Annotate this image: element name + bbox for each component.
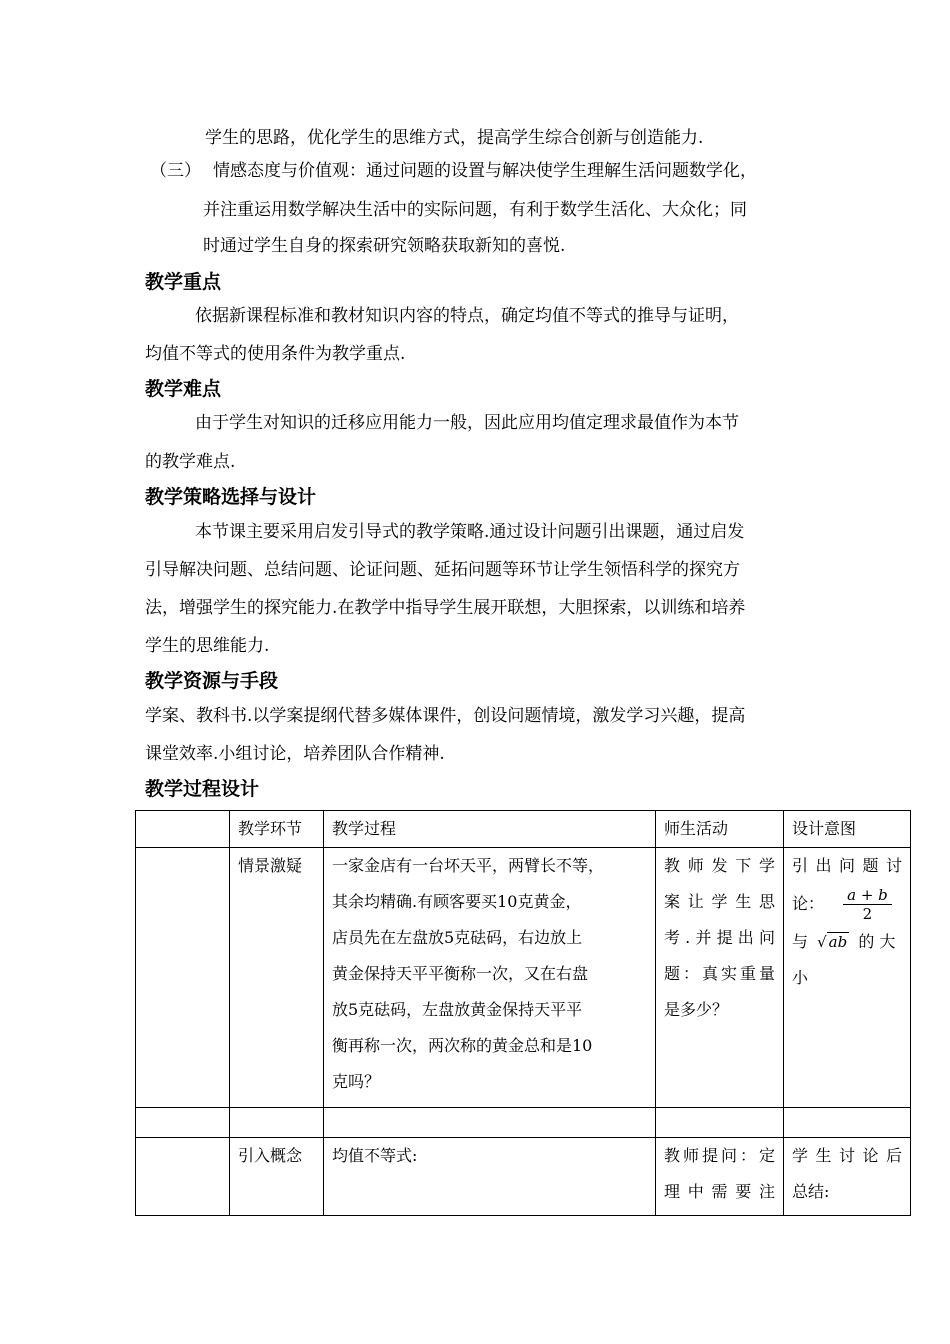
row1-process [324, 848, 656, 1108]
table-row-empty [136, 1108, 911, 1138]
difficulties-heading: 教学难点 [145, 378, 222, 400]
table-cell-empty [784, 1108, 911, 1138]
row1-intent [784, 848, 911, 1108]
fraction-a-plus-b-over-2 [843, 886, 892, 923]
row2-intent [784, 1138, 911, 1216]
row1-activity-line: 教师发下学 [664, 856, 775, 875]
sqrt-radicand: ab [828, 933, 848, 951]
row1-activity-line: 考.并提出问 [664, 928, 775, 947]
row2-intent-line: 总结: [792, 1182, 830, 1201]
table-cell-empty [656, 1108, 784, 1138]
table-cell-empty [136, 811, 230, 848]
fraction-denominator: 2 [862, 905, 873, 923]
row2-activity [656, 1138, 784, 1216]
row1-intent-and: 与 [792, 932, 809, 951]
strategy-line-1: 本节课主要采用启发引导式的教学策略.通过设计问题引出课题，通过启发 [195, 522, 745, 542]
strategy-line-4: 学生的思维能力. [145, 636, 270, 656]
difficulties-line-2: 的教学难点. [145, 452, 236, 472]
row2-intent-line: 学生讨论后 [792, 1146, 902, 1165]
difficulties-line-1: 由于学生对知识的迁移应用能力一般，因此应用均值定理求最值作为本节 [195, 413, 739, 433]
goals-line-1: 学生的思路，优化学生的思维方式，提高学生综合创新与创造能力. [205, 128, 704, 148]
row1-intent-line: 引出问题讨 [792, 856, 902, 875]
key-points-line-1: 依据新课程标准和教材知识内容的特点，确定均值不等式的推导与证明， [195, 306, 739, 326]
row1-process-line: 黄金保持天平平衡称一次，又在右盘 [332, 964, 589, 983]
header-activity: 师生活动 [656, 811, 784, 848]
strategy-line-3: 法，增强学生的探究能力.在教学中指导学生展开联想，大胆探索，以训练和培养 [145, 598, 746, 618]
row1-intent-line: 小 [792, 968, 809, 987]
goals-item3-line-2: 并注重运用数学解决生活中的实际问题，有利于数学生活化、大众化；同 [203, 200, 747, 220]
table-cell-empty [324, 1108, 656, 1138]
strategy-heading: 教学策略选择与设计 [145, 486, 317, 508]
strategy-line-2: 引导解决问题、总结问题、论证问题、延拓问题等环节让学生领悟科学的探究方 [145, 560, 740, 580]
row1-intent-formula-line [792, 884, 902, 924]
table-header-row [136, 811, 911, 848]
row1-process-line: 放5克砝码，左盘放黄金保持天平平 [332, 1000, 583, 1019]
goals-item3-marker: （三） [150, 161, 201, 181]
fraction-numerator: a + b [843, 886, 892, 905]
header-intent: 设计意图 [784, 811, 911, 848]
row1-process-line: 一家金店有一台坏天平，两臂长不等， [332, 856, 605, 875]
header-stage: 教学环节 [230, 811, 324, 848]
row1-process-line: 克吗？ [332, 1072, 381, 1091]
table-cell-empty [230, 1108, 324, 1138]
resources-line-2: 课堂效率.小组讨论，培养团队合作精神. [145, 744, 445, 764]
resources-line-1: 学案、教科书.以学案提纲代替多媒体课件，创设问题情境，激发学习兴趣，提高 [145, 706, 746, 726]
table-cell-empty [136, 1108, 230, 1138]
row1-intent-suffix: 的 大 [858, 932, 896, 951]
process-heading: 教学过程设计 [145, 778, 260, 800]
table-row [136, 848, 911, 1108]
row1-stage: 情景激疑 [230, 848, 324, 1108]
row1-process-line: 其余均精确.有顾客要买10克黄金， [332, 892, 582, 911]
row2-activity-line: 教师提问：定 [664, 1146, 775, 1165]
row2-stage: 引入概念 [230, 1138, 324, 1216]
row2-process: 均值不等式: [324, 1138, 656, 1216]
resources-heading: 教学资源与手段 [145, 670, 279, 692]
row1-process-line: 店员先在左盘放5克砝码，右边放上 [332, 928, 583, 947]
header-process: 教学过程 [324, 811, 656, 848]
teaching-process-table [135, 810, 911, 1216]
row1-process-line: 衡再称一次，两次称的黄金总和是10 [332, 1036, 593, 1055]
row1-activity-line: 案让学生思 [664, 892, 775, 911]
table-row [136, 1138, 911, 1216]
key-points-line-2: 均值不等式的使用条件为教学重点. [145, 344, 406, 364]
row1-intent-prefix: 论： [792, 894, 825, 913]
goals-item3-line-3: 时通过学生自身的探索研究领略获取新知的喜悦. [203, 236, 566, 256]
table-cell-empty [136, 1138, 230, 1216]
row1-activity-line: 题：真实重量 [664, 964, 775, 983]
goals-item3-line-1: 情感态度与价值观：通过问题的设置与解决使学生理解生活问题数学化， [213, 161, 757, 181]
row1-intent-sqrt-line [792, 924, 902, 960]
table-cell-empty [136, 848, 230, 1108]
row2-activity-line: 理中需要注 [664, 1182, 775, 1201]
row1-activity-line: 是多少？ [664, 1000, 729, 1019]
sqrt-ab: √ ab [817, 933, 848, 951]
key-points-heading: 教学重点 [145, 271, 222, 293]
row1-activity [656, 848, 784, 1108]
